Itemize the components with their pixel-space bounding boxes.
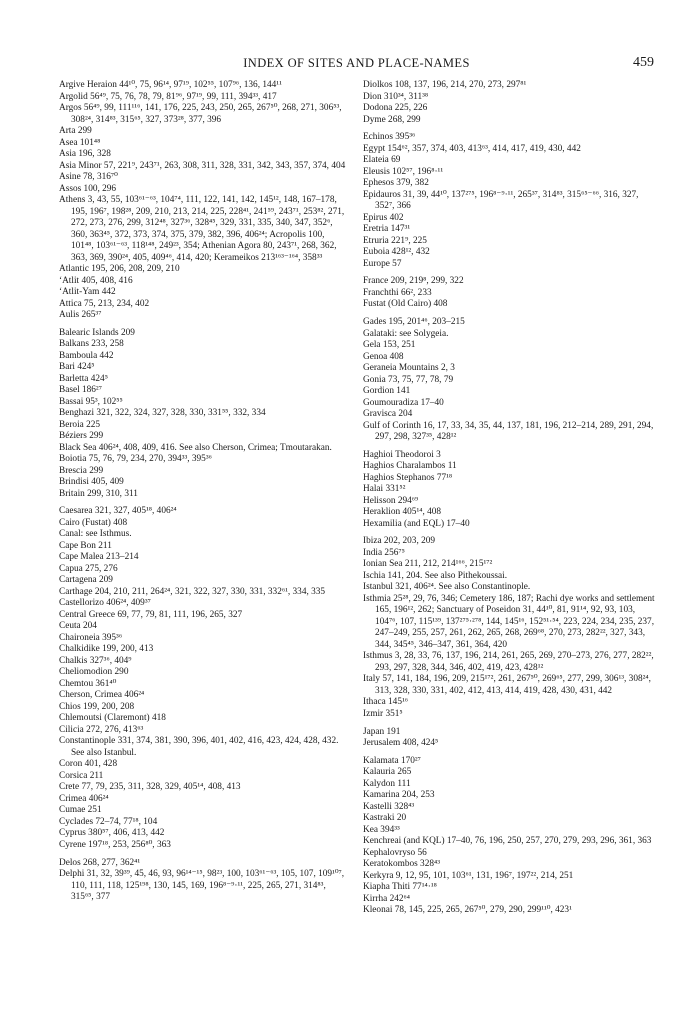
index-entry: Athens 3, 43, 55, 103⁶¹⁻⁶³, 104⁷⁴, 111, 122, 141, 142, 145¹², 148, 167–178, 195, 196⁷, 198²⁸, 209, 210, 213, 214, 225, 228⁴¹, 241⁵⁹, 243⁷¹, 253⁸², 271, 272, 273, 276, 299, 312⁴⁸, 327³⁶, 328⁴⁵, 329, 331, 335, 340, 347, 352⁶, 360, 363⁴⁵, 372, 373, 374, 375, 379, 382, 396, 406²⁴; Acropolis 100, 101⁴⁸, 103⁶¹⁻⁶³, 118¹⁴⁸, 249²³, 354; Athenian Agora 80, 243⁷¹, 268, 362, 363, 369, 390²⁴, 405, 409⁴⁶, 414, 420; Kerameikos 213¹⁶³⁻¹⁶⁴, 358³³ <box>59 195 345 263</box>
index-entry: Bassai 95³, 102⁵⁵ <box>59 396 123 407</box>
index-letter-heading-entry: Gades 195, 201⁴⁶, 203–215 <box>363 317 465 328</box>
page-title: INDEX OF SITES AND PLACE-NAMES <box>243 56 470 70</box>
index-entry: Arta 299 <box>59 126 92 136</box>
index-entry: Galataki: see Solygeia. <box>363 328 449 339</box>
index-entry: Assos 100, 296 <box>59 183 117 194</box>
index-entry: Kea 394³³ <box>363 824 400 835</box>
index-entry: Ithaca 145¹⁶ <box>363 697 409 708</box>
index-entry: Genoa 408 <box>363 351 404 362</box>
index-entry: Kerkyra 9, 12, 95, 101, 103⁶¹, 131, 196⁷, 197²², 214, 251 <box>363 870 574 881</box>
index-entry: Kalauria 265 <box>363 767 412 778</box>
index-entry: Istanbul 321, 406²⁴. See also Constantinople. <box>363 582 531 593</box>
index-entry: Argos 56⁴⁹, 99, 111¹¹⁶, 141, 176, 225, 243, 250, 265, 267⁵⁰, 268, 271, 306⁵³, 308²⁴, 314⁸³, 315⁶⁵, 327, 373²⁸, 377, 396 <box>59 103 342 125</box>
index-entry: Attica 75, 213, 234, 402 <box>59 298 150 309</box>
index-entry: Ephesos 379, 382 <box>363 178 429 189</box>
index-entry: Cartagena 209 <box>59 575 113 586</box>
index-entry: Cyrene 197¹⁸, 253, 256⁸⁰, 363 <box>59 839 171 850</box>
index-entry: Chios 199, 200, 208 <box>59 701 135 712</box>
index-entry: Delphi 31, 32, 39³⁹, 45, 46, 93, 96¹⁴⁻¹⁵, 98²³, 100, 103⁶¹⁻⁶³, 105, 107, 109¹⁰⁷, 110, 111, 118, 125¹⁹⁸, 130, 145, 169, 196⁸⁻⁹·¹¹, 225, 265, 271, 314⁸³, 315⁶⁵, 377 <box>59 869 345 903</box>
index-entry: Kirrha 242⁶⁴ <box>363 893 411 904</box>
index-entry: Gonia 73, 75, 77, 78, 79 <box>363 374 454 385</box>
index-entry: Crimea 406²⁴ <box>59 793 109 804</box>
index-entry: Argolid 56⁴⁹, 75, 76, 78, 79, 81⁹⁶, 97¹⁹, 99, 111, 394³³, 417 <box>59 91 277 102</box>
index-entry: Cyprus 380⁵⁷, 406, 413, 442 <box>59 828 165 839</box>
index-entry: Benghazi 321, 322, 324, 327, 328, 330, 331⁵⁵, 332, 334 <box>59 408 266 419</box>
index-entry: Eretria 147³¹ <box>363 224 411 235</box>
index-entry: Isthmia 25²⁸, 29, 76, 346; Cemetery 186, 187; Rachi dye works and settlement 165, 196¹², 262; Sanctuary of Poseidon 31, 44¹⁰, 81, 91¹⁴, 92, 93, 103, 104⁷⁶, 107, 115¹³⁹, 137²⁷⁵·²⁷⁸, 144, 145¹⁶, 152⁵¹·⁵⁴, 223, 224, 234, 235, 237, 247–249, 255, 257, 261, 262, 265, 268, 269⁶⁸, 270, 273, 282²², 327, 343, 344, 345⁴⁵, 346–347, 361, 364, 420 <box>363 593 655 650</box>
index-entry: ʻAtlit 405, 408, 416 <box>59 275 133 286</box>
index-entry: Izmir 351⁵ <box>363 708 403 719</box>
index-entry: Euboia 428¹², 432 <box>363 247 430 258</box>
index-entry: Cumae 251 <box>59 805 102 816</box>
index-entry: Cape Malea 213–214 <box>59 552 139 563</box>
index-letter-heading-entry: Echinos 395³⁶ <box>363 132 416 143</box>
index-letter-heading-entry: Delos 268, 277, 362⁴¹ <box>59 857 141 868</box>
index-entry: Keratokombos 328⁴³ <box>363 859 441 870</box>
index-entry: India 256⁷⁵ <box>363 547 405 558</box>
page-number: 459 <box>633 55 654 70</box>
index-entry: Gulf of Corinth 16, 17, 33, 34, 35, 44, 137, 181, 196, 212–214, 289, 291, 294, 297, 298, 327³⁵, 428¹² <box>363 420 654 443</box>
index-entry: Chlemoutsi (Claremont) 418 <box>59 713 166 724</box>
index-entry: Asine 78, 316⁷⁰ <box>59 172 118 182</box>
index-entry: Kiapha Thiti 77¹⁴·¹⁸ <box>363 882 437 893</box>
index-column-right <box>363 80 655 917</box>
index-entry: Helisson 294⁶⁹ <box>363 495 419 506</box>
index-entry: Goumouradiza 17–40 <box>363 397 444 408</box>
index-entry: Carthage 204, 210, 211, 264²⁴, 321, 322, 327, 330, 331, 332⁶¹, 334, 335 <box>59 586 326 597</box>
index-entry: Elateia 69 <box>363 155 401 166</box>
index-entry: Kenchreai (and KQL) 17–40, 76, 196, 250, 257, 270, 279, 293, 296, 361, 363 <box>363 836 652 847</box>
running-header <box>59 56 654 74</box>
index-entry: Cilicia 272, 276, 413⁶³ <box>59 724 144 735</box>
index-entry: Chemtou 361⁴⁰ <box>59 678 117 689</box>
index-entry: Chalkis 327³⁶, 404⁹ <box>59 655 132 666</box>
index-entry: Hexamilia (and EQL) 17–40 <box>363 518 470 529</box>
index-entry: Corsica 211 <box>59 770 104 781</box>
index-entry: Fustat (Old Cairo) 408 <box>363 299 448 310</box>
index-entry: Kastraki 20 <box>363 813 407 824</box>
index-entry: Boiotia 75, 76, 79, 234, 270, 394³³, 395³⁶ <box>59 454 212 465</box>
index-entry: Europe 57 <box>363 258 402 269</box>
index-letter-heading-entry: Balearic Islands 209 <box>59 327 135 338</box>
index-entry: Chalkidike 199, 200, 413 <box>59 644 154 655</box>
index-entry: Barletta 424⁵ <box>59 373 108 384</box>
index-entry: Crete 77, 79, 235, 311, 328, 329, 405¹⁴, 408, 413 <box>59 782 241 793</box>
index-entry: Kalydon 111 <box>363 778 411 789</box>
index-entry: Brescia 299 <box>59 465 104 476</box>
index-column-left <box>59 80 349 904</box>
index-entry: Isthmus 3, 28, 33, 76, 137, 196, 214, 261, 265, 269, 270–273, 276, 277, 282²², 293, 297, 328, 344, 346, 402, 419, 423, 428¹² <box>363 651 654 673</box>
index-entry: Eleusis 102⁵⁷, 196⁸·¹¹ <box>363 166 444 177</box>
index-entry: Béziers 299 <box>59 431 104 442</box>
index-entry: Central Greece 69, 77, 79, 81, 111, 196, 265, 327 <box>59 609 243 620</box>
index-entry: Italy 57, 141, 184, 196, 209, 215¹⁷², 261, 267⁵⁰, 269⁶⁵, 277, 299, 306¹³, 308²⁴, 313, 328, 330, 331, 402, 412, 413, 414, 419, 428, 430, 431, 442 <box>363 674 651 696</box>
index-entry: Egypt 154⁶², 357, 374, 403, 413⁶³, 414, 417, 419, 430, 442 <box>363 143 581 154</box>
index-entry: Brindisi 405, 409 <box>59 477 124 488</box>
index-entry: Haghios Stephanos 77¹⁸ <box>363 472 453 483</box>
index-entry: Ceuta 204 <box>59 621 97 632</box>
index-entry: Bari 424⁵ <box>59 362 95 373</box>
index-entry: Gravisca 204 <box>363 409 413 420</box>
index-letter-heading-entry: Ibiza 202, 203, 209 <box>363 536 436 547</box>
index-entry: Bamboula 442 <box>59 350 114 361</box>
index-entry: Constantinople 331, 374, 381, 390, 396, 401, 402, 416, 423, 424, 428, 432. See also Istanbul. <box>59 736 339 758</box>
index-entry: Beroia 225 <box>59 419 101 430</box>
index-letter-heading-entry: Caesarea 321, 327, 405¹⁸, 406²⁴ <box>59 506 177 517</box>
index-letter-heading-entry: France 209, 219⁸, 299, 322 <box>363 276 464 287</box>
index-entry: Dodona 225, 226 <box>363 103 428 113</box>
index-entry: Etruria 221⁹, 225 <box>363 235 427 246</box>
index-entry: Chaironeia 395³⁶ <box>59 632 123 643</box>
index-entry: Balkans 233, 258 <box>59 339 124 350</box>
index-entry: Asia 196, 328 <box>59 149 111 159</box>
index-letter-heading-entry: Haghioi Theodoroi 3 <box>363 449 441 460</box>
index-entry: Capua 275, 276 <box>59 563 118 574</box>
index-entry: Gordion 141 <box>363 386 411 397</box>
index-entry: Dyme 268, 299 <box>363 114 421 125</box>
index-entry: Geraneia Mountains 2, 3 <box>363 363 455 374</box>
index-entry: Britain 299, 310, 311 <box>59 488 138 499</box>
index-entry: Aulis 265³⁷ <box>59 310 102 320</box>
index-entry: Kastelli 328⁴³ <box>363 801 415 812</box>
index-entry: Halai 331⁵² <box>363 484 406 495</box>
index-entry: Black Sea 406²⁴, 408, 409, 416. See also Cherson, Crimea; Tmoutarakan. <box>59 442 332 453</box>
index-entry: Haghios Charalambos 11 <box>363 461 457 472</box>
index-entry: Dion 310³⁴, 311³⁸ <box>363 91 429 102</box>
index-entry: Franchthi 66², 233 <box>363 287 432 298</box>
index-entry: Cape Bon 211 <box>59 540 112 551</box>
index-entry: Kleonai 78, 145, 225, 265, 267⁵⁰, 279, 290, 299¹¹⁰, 423¹ <box>363 905 572 916</box>
index-entry: Argive Heraion 44¹⁰, 75, 96¹⁴, 97¹⁹, 102⁵⁵, 107⁹⁶, 136, 144¹¹ <box>59 80 282 90</box>
index-entry: Asia Minor 57, 221⁹, 243⁷¹, 263, 308, 311, 328, 331, 342, 343, 357, 374, 404 <box>59 160 346 171</box>
index-entry: Asea 101⁴⁸ <box>59 137 101 148</box>
index-entry: Atlantic 195, 206, 208, 209, 210 <box>59 264 180 274</box>
index-entry: Cheliomodion 290 <box>59 667 129 678</box>
index-entry: Jerusalem 408, 424⁵ <box>363 738 439 749</box>
index-entry: Cyclades 72–74, 77¹⁸, 104 <box>59 816 158 827</box>
index-entry: Gela 153, 251 <box>363 340 416 351</box>
index-entry: Kephalovryso 56 <box>363 847 427 858</box>
index-entry: Cherson, Crimea 406²⁴ <box>59 690 145 701</box>
index-letter-heading-entry: Kalamata 170²⁷ <box>363 755 421 766</box>
index-entry: Epirus 402 <box>363 212 404 223</box>
index-entry: Cairo (Fustat) 408 <box>59 517 128 528</box>
index-entry: Basel 186²⁷ <box>59 385 102 396</box>
index-entry: Diolkos 108, 137, 196, 214, 270, 273, 297⁸¹ <box>363 80 527 90</box>
index-entry: Heraklion 405¹⁴, 408 <box>363 507 442 518</box>
index-entry: ʻAtlit-Yam 442 <box>59 287 116 297</box>
index-entry: Ischia 141, 204. See also Pithekoussai. <box>363 570 508 581</box>
index-entry: Canal: see Isthmus. <box>59 529 132 540</box>
index-entry: Castellorizo 406²⁴, 409³⁷ <box>59 598 151 609</box>
index-entry: Coron 401, 428 <box>59 759 118 770</box>
index-entry: Kamarina 204, 253 <box>363 790 435 801</box>
index-letter-heading-entry: Japan 191 <box>363 726 401 737</box>
index-entry: Epidauros 31, 39, 44¹⁰, 137²⁷⁵, 196⁸⁻⁹·¹¹, 265³⁷, 314⁸³, 315⁶⁵⁻⁶⁶, 316, 327, 352⁷, 366 <box>363 189 639 212</box>
index-entry: Ionian Sea 211, 212, 214¹⁶⁶, 215¹⁷² <box>363 559 493 570</box>
